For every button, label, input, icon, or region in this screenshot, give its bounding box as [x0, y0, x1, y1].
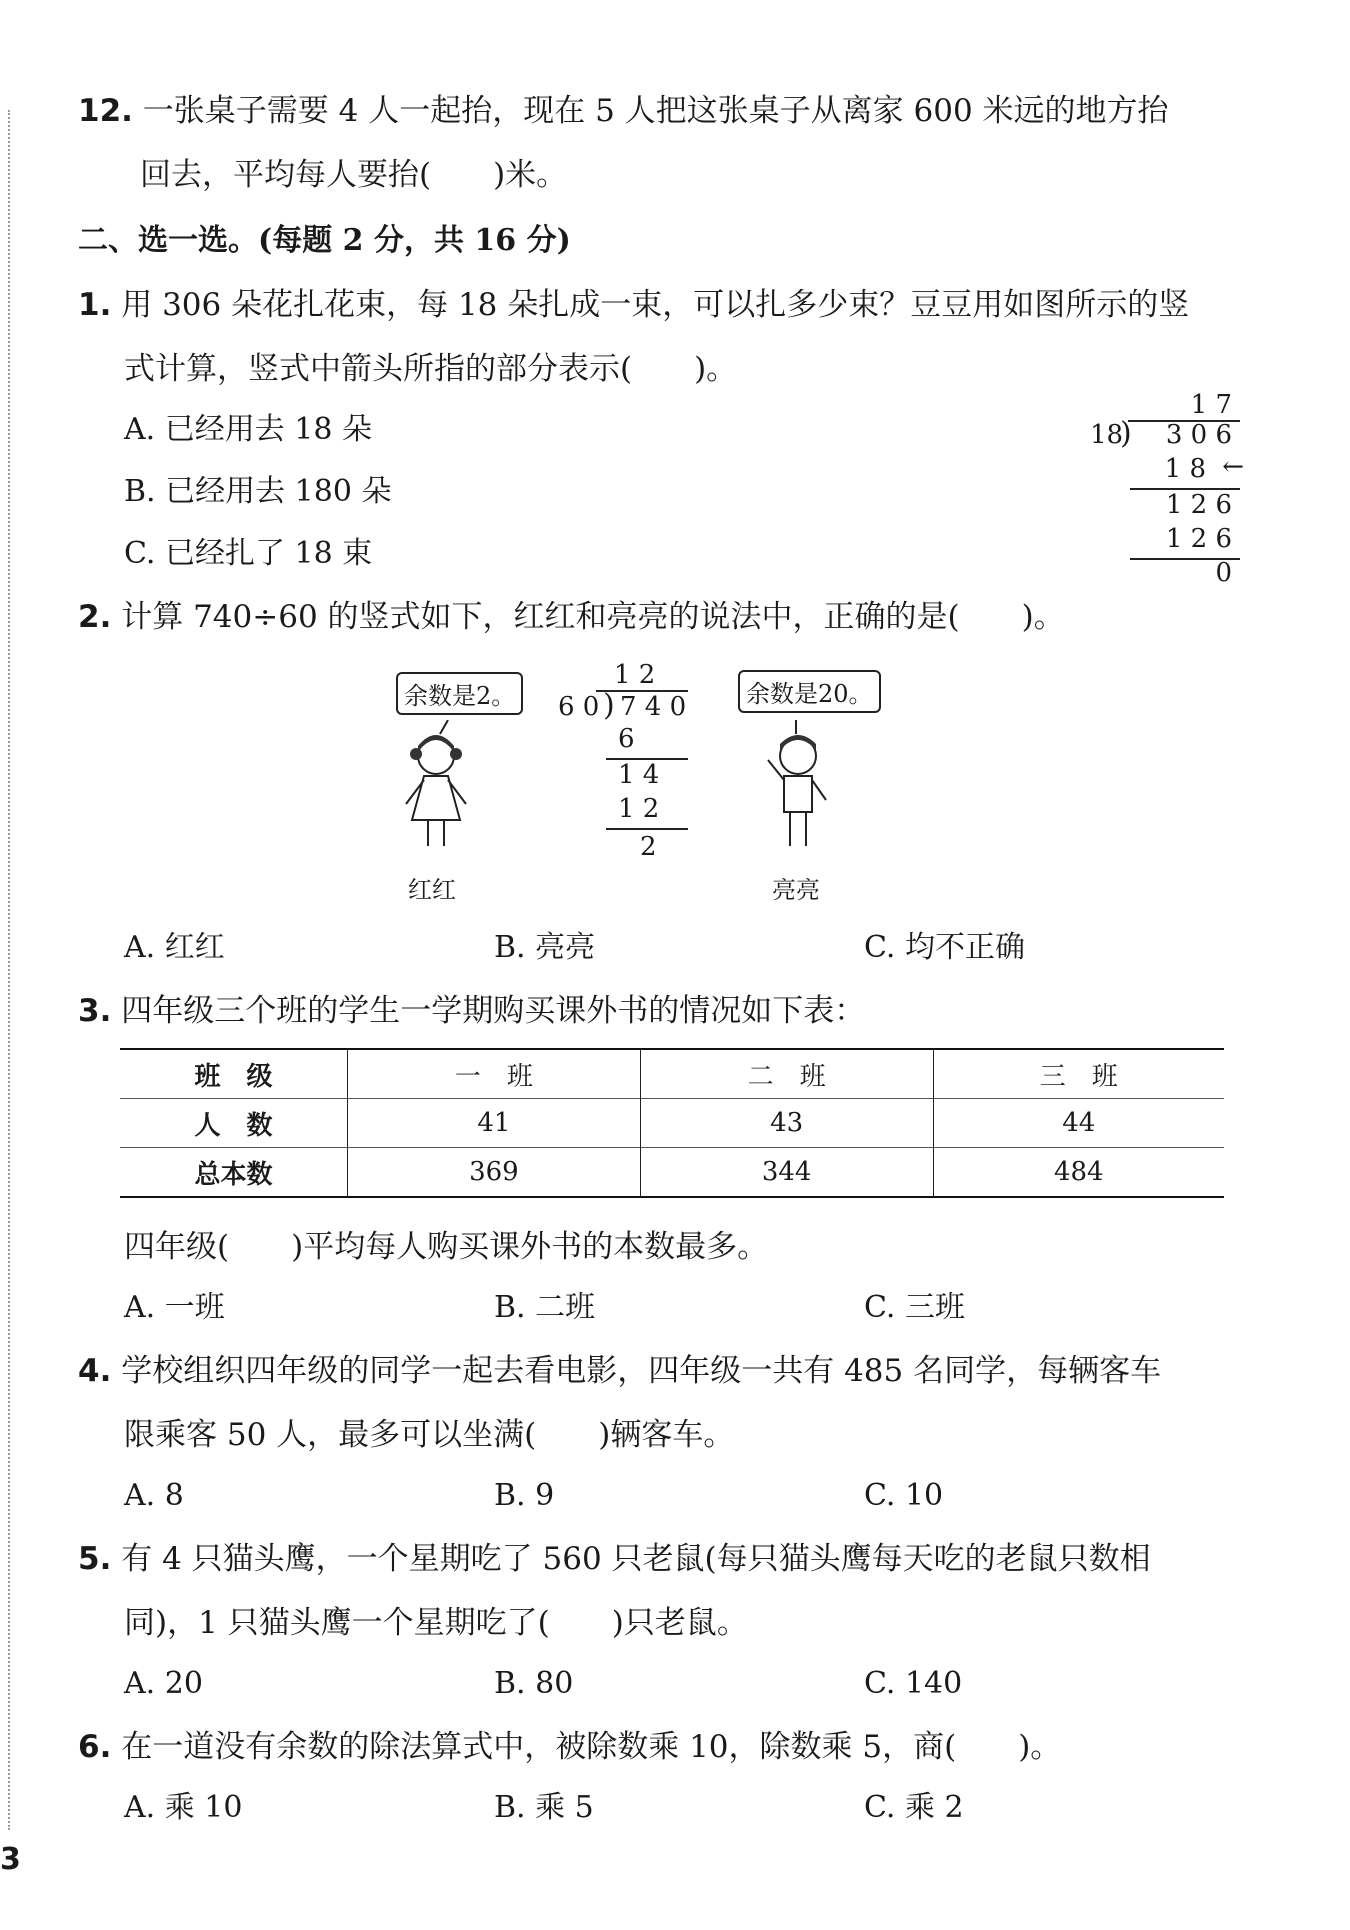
- division-step1: 1 8: [1164, 454, 1206, 484]
- table-cell: 一 班: [348, 1049, 641, 1099]
- speech-bubble-hong: 余数是2。: [396, 672, 523, 715]
- option-a[interactable]: A. 已经用去 18 朵: [124, 412, 372, 447]
- table-cell: 484: [933, 1148, 1224, 1198]
- question-text-cont: 回去，平均每人要抬( )米。: [140, 157, 568, 193]
- question-text: 计算 740÷60 的竖式如下，红红和亮亮的说法中，正确的是( )。: [121, 599, 1065, 635]
- table-row: [120, 1099, 1224, 1148]
- division-quotient: 1 2: [614, 660, 656, 690]
- options-list: [78, 408, 1240, 576]
- option-c[interactable]: C. 乘 2: [864, 1790, 964, 1825]
- division-step2: 1 2: [618, 794, 660, 824]
- division-remainder1: 1 2 6: [1165, 490, 1232, 520]
- question-text: 用 306 朵花扎花束，每 18 朵扎成一束，可以扎多少束？豆豆用如图所示的竖: [121, 287, 1190, 323]
- division-step2: 1 2 6: [1165, 524, 1232, 554]
- question-1: [78, 282, 1244, 588]
- speech-bubble-liang: 余数是20。: [738, 670, 881, 713]
- division-divisor: 18: [1090, 420, 1124, 450]
- division-step1: 6: [618, 724, 635, 754]
- option-b[interactable]: B. 9: [494, 1478, 555, 1513]
- table-cell: 369: [348, 1148, 641, 1198]
- question-5: [78, 1536, 1240, 1706]
- option-b[interactable]: B. 二班: [494, 1290, 596, 1325]
- table-row: [120, 1049, 1224, 1099]
- question-4: [78, 1348, 1240, 1518]
- option-a[interactable]: A. 红红: [124, 930, 225, 965]
- division-final: 2: [640, 832, 657, 862]
- table-cell: 二 班: [640, 1049, 933, 1099]
- division-final: 0: [1215, 558, 1232, 588]
- table-cell: 班 级: [120, 1049, 348, 1099]
- option-c[interactable]: C. 已经扎了 18 束: [124, 536, 373, 571]
- question-text: 学校组织四年级的同学一起去看电影，四年级一共有 485 名同学，每辆客车: [121, 1353, 1162, 1389]
- worksheet-content: [78, 88, 1244, 1830]
- name-liang: 亮亮: [772, 876, 820, 904]
- section-title: 二、选一选。(每题 2 分，共 16 分): [78, 223, 571, 258]
- question-text-cont: 四年级( )平均每人购买课外书的本数最多。: [124, 1229, 769, 1265]
- division-remainder1: 1 4: [618, 760, 660, 790]
- option-c[interactable]: C. 三班: [864, 1290, 965, 1325]
- division-dividend: 7 4 0: [620, 692, 687, 722]
- options-row: [78, 1474, 1240, 1518]
- question-text-cont: 同)，1 只猫头鹰一个星期吃了( )只老鼠。: [124, 1605, 748, 1641]
- book-purchase-table: [120, 1048, 1224, 1198]
- options-row: [78, 1286, 1240, 1330]
- option-b[interactable]: B. 已经用去 180 朵: [124, 474, 392, 509]
- division-quotient: 1 7: [1190, 390, 1232, 420]
- question-number: 2.: [78, 599, 112, 635]
- question-text: 一张桌子需要 4 人一起抬，现在 5 人把这张桌子从离家 600 米远的地方抬: [142, 93, 1169, 129]
- page-number: 3: [0, 1842, 21, 1877]
- question-number: 1.: [78, 287, 112, 323]
- table-row: [120, 1148, 1224, 1198]
- question-text: 四年级三个班的学生一学期购买课外书的情况如下表：: [121, 993, 866, 1029]
- table-cell: 三 班: [933, 1049, 1224, 1099]
- option-a[interactable]: A. 8: [124, 1478, 184, 1513]
- question-text: 在一道没有余数的除法算式中，被除数乘 10，除数乘 5，商( )。: [121, 1729, 1062, 1765]
- division-divisor: 6 0: [558, 692, 600, 722]
- options-row: [78, 1662, 1240, 1706]
- question-number: 3.: [78, 993, 112, 1029]
- table-cell: 人 数: [120, 1099, 348, 1148]
- boy-illustration: [756, 720, 846, 860]
- table-cell: 344: [640, 1148, 933, 1198]
- question-12: [78, 88, 1240, 198]
- question-2: [78, 594, 1240, 970]
- table-cell: 43: [640, 1099, 933, 1148]
- table-cell: 44: [933, 1099, 1224, 1148]
- name-hong: 红红: [408, 876, 456, 904]
- question-number: 12.: [78, 93, 133, 129]
- question-number: 4.: [78, 1353, 112, 1389]
- options-row: [78, 926, 1240, 970]
- option-a[interactable]: A. 一班: [124, 1290, 225, 1325]
- question-text-cont: 式计算，竖式中箭头所指的部分表示( )。: [124, 351, 738, 387]
- arrow-icon: ←: [1222, 452, 1244, 482]
- question-number: 5.: [78, 1541, 112, 1577]
- option-b[interactable]: B. 乘 5: [494, 1790, 594, 1825]
- girl-illustration: [396, 720, 486, 860]
- option-a[interactable]: A. 乘 10: [124, 1790, 243, 1825]
- question-text-cont: 限乘客 50 人，最多可以坐满( )辆客车。: [124, 1417, 735, 1453]
- table-cell: 总本数: [120, 1148, 348, 1198]
- question-3: [78, 988, 1240, 1330]
- option-b[interactable]: B. 亮亮: [494, 930, 596, 965]
- long-division-figure: 1 7 18 ) 3 0 6 1 8 ← 1 2 6 1 2 6 0: [1090, 390, 1244, 588]
- options-row: [78, 1786, 1240, 1830]
- question-2-figure: 余数是2。 红红 1 2 6 0 ) 7 4 0 6 1 4 1 2 2 余数是20。 亮亮: [78, 660, 1240, 910]
- option-c[interactable]: C. 10: [864, 1478, 944, 1513]
- option-c[interactable]: C. 均不正确: [864, 930, 1025, 965]
- table-cell: 41: [348, 1099, 641, 1148]
- question-number: 6.: [78, 1729, 112, 1765]
- option-c[interactable]: C. 140: [864, 1666, 963, 1701]
- option-a[interactable]: A. 20: [124, 1666, 203, 1701]
- page-edge-dots: [8, 110, 10, 1830]
- division-dividend: 3 0 6: [1165, 420, 1232, 450]
- question-text: 有 4 只猫头鹰，一个星期吃了 560 只老鼠(每只猫头鹰每天吃的老鼠只数相: [121, 1541, 1151, 1577]
- question-6: [78, 1724, 1240, 1830]
- option-b[interactable]: B. 80: [494, 1666, 574, 1701]
